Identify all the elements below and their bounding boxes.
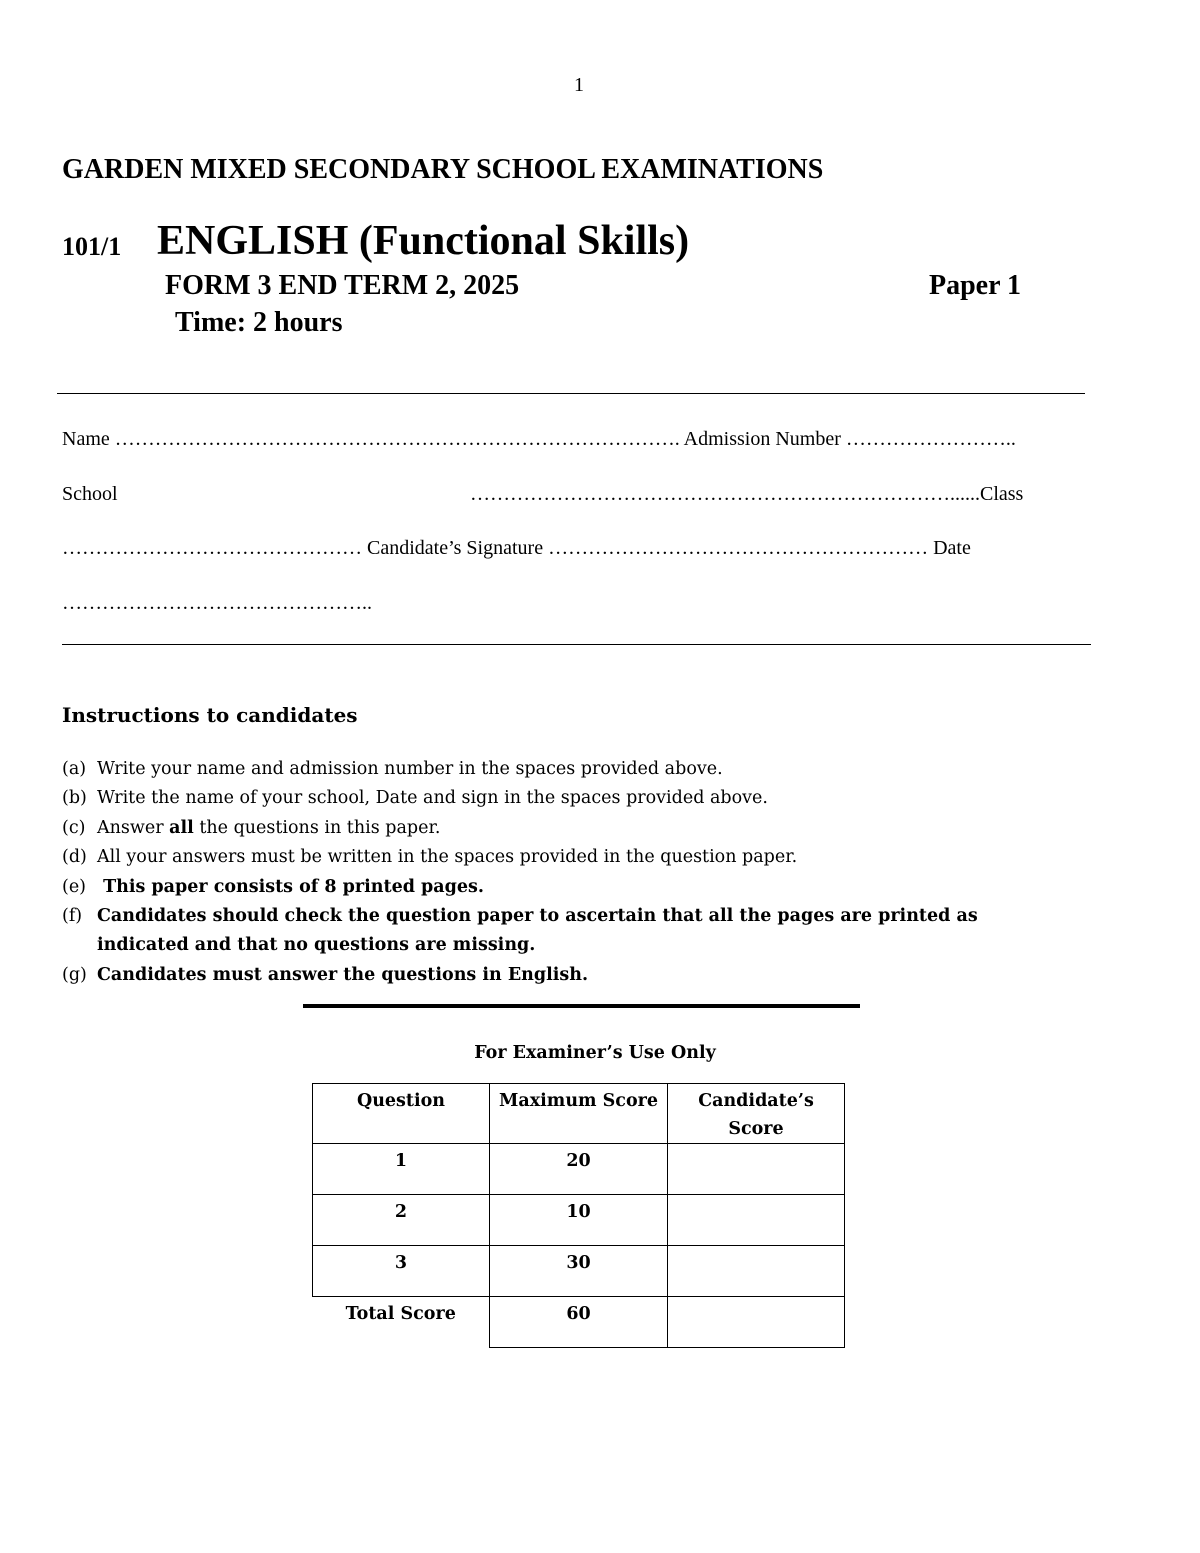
top-divider	[57, 393, 1085, 394]
page-number: 1	[574, 74, 584, 96]
instruction-marker: (e)	[62, 876, 87, 897]
instructions-list	[62, 755, 997, 990]
instruction-text: Write your name and admission number in the spaces provided above.	[97, 759, 723, 779]
instructions-heading: Instructions to candidates	[62, 703, 358, 727]
table-total-row	[313, 1297, 845, 1348]
instruction-text: Write the name of your school, Date and sign in the spaces provided above.	[97, 788, 768, 809]
instruction-item	[62, 755, 997, 784]
examiner-table-title: For Examiner’s Use Only	[474, 1043, 716, 1063]
paper-number: Paper 1	[929, 270, 1022, 301]
instruction-marker: (a)	[62, 759, 87, 779]
total-label-cell: Total Score	[313, 1297, 490, 1348]
header-max-score: Maximum Score	[490, 1084, 668, 1144]
time-allowed: Time: 2 hours	[175, 307, 343, 338]
bottom-divider	[62, 644, 1091, 645]
instruction-text: Candidates must answer the questions in English.	[97, 964, 589, 985]
instruction-text: All your answers must be written in the spaces provided in the question paper.	[97, 847, 798, 868]
header-question: Question	[313, 1084, 490, 1144]
question-cell: 3	[313, 1246, 490, 1297]
total-max-cell: 60	[490, 1297, 668, 1348]
header-candidate-score: Candidate’s Score	[668, 1084, 845, 1144]
instruction-item	[62, 814, 997, 843]
paper-code: 101/1	[62, 232, 122, 261]
max-score-cell: 20	[490, 1144, 668, 1195]
section-divider	[303, 1004, 860, 1008]
school-class-line: ………………………………………………………………......Class	[470, 483, 1024, 505]
instruction-item	[62, 873, 997, 902]
table-row	[313, 1195, 845, 1246]
instruction-item	[62, 843, 997, 872]
instruction-text: Candidates should check the question paper to ascertain that all the pages are printed as indicated and that no questions are missing.	[97, 906, 978, 956]
instruction-text	[97, 814, 997, 843]
school-title: GARDEN MIXED SECONDARY SCHOOL EXAMINATIONS	[62, 154, 824, 185]
instruction-marker: (c)	[62, 817, 86, 838]
candidate-score-cell[interactable]	[668, 1195, 845, 1246]
table-header-row	[313, 1084, 845, 1144]
instruction-marker: (d)	[62, 847, 87, 868]
question-cell: 1	[313, 1144, 490, 1195]
school-label: School	[62, 483, 118, 505]
instruction-item	[62, 784, 997, 813]
candidate-score-cell[interactable]	[668, 1144, 845, 1195]
instruction-text: This paper consists of 8 printed pages.	[97, 876, 484, 897]
instruction-marker: (g)	[62, 964, 87, 985]
candidate-score-cell[interactable]	[668, 1246, 845, 1297]
max-score-cell: 10	[490, 1195, 668, 1246]
table-row	[313, 1246, 845, 1297]
table-row	[313, 1144, 845, 1195]
instruction-marker: (f)	[62, 906, 83, 927]
subject-title: ENGLISH (Functional Skills)	[157, 218, 690, 264]
question-cell: 2	[313, 1195, 490, 1246]
total-score-cell[interactable]	[668, 1297, 845, 1348]
max-score-cell: 30	[490, 1246, 668, 1297]
instruction-emphasis: all	[169, 817, 194, 838]
signature-date-line: ……………………………………… Candidate’s Signature ………………………………………………… Date	[62, 537, 971, 559]
instruction-marker: (b)	[62, 788, 87, 809]
name-admission-line: Name …………………………………………………………………………. Admission Number ……………………..	[62, 428, 1016, 450]
term-title: FORM 3 END TERM 2, 2025	[165, 270, 520, 301]
instruction-text-part: Answer	[97, 817, 170, 838]
instruction-text-part: the questions in this paper.	[193, 817, 441, 838]
date-line: ………………………………………..	[62, 592, 372, 614]
instruction-item	[62, 902, 997, 961]
instruction-item	[62, 961, 997, 990]
examiner-score-table	[312, 1083, 845, 1348]
